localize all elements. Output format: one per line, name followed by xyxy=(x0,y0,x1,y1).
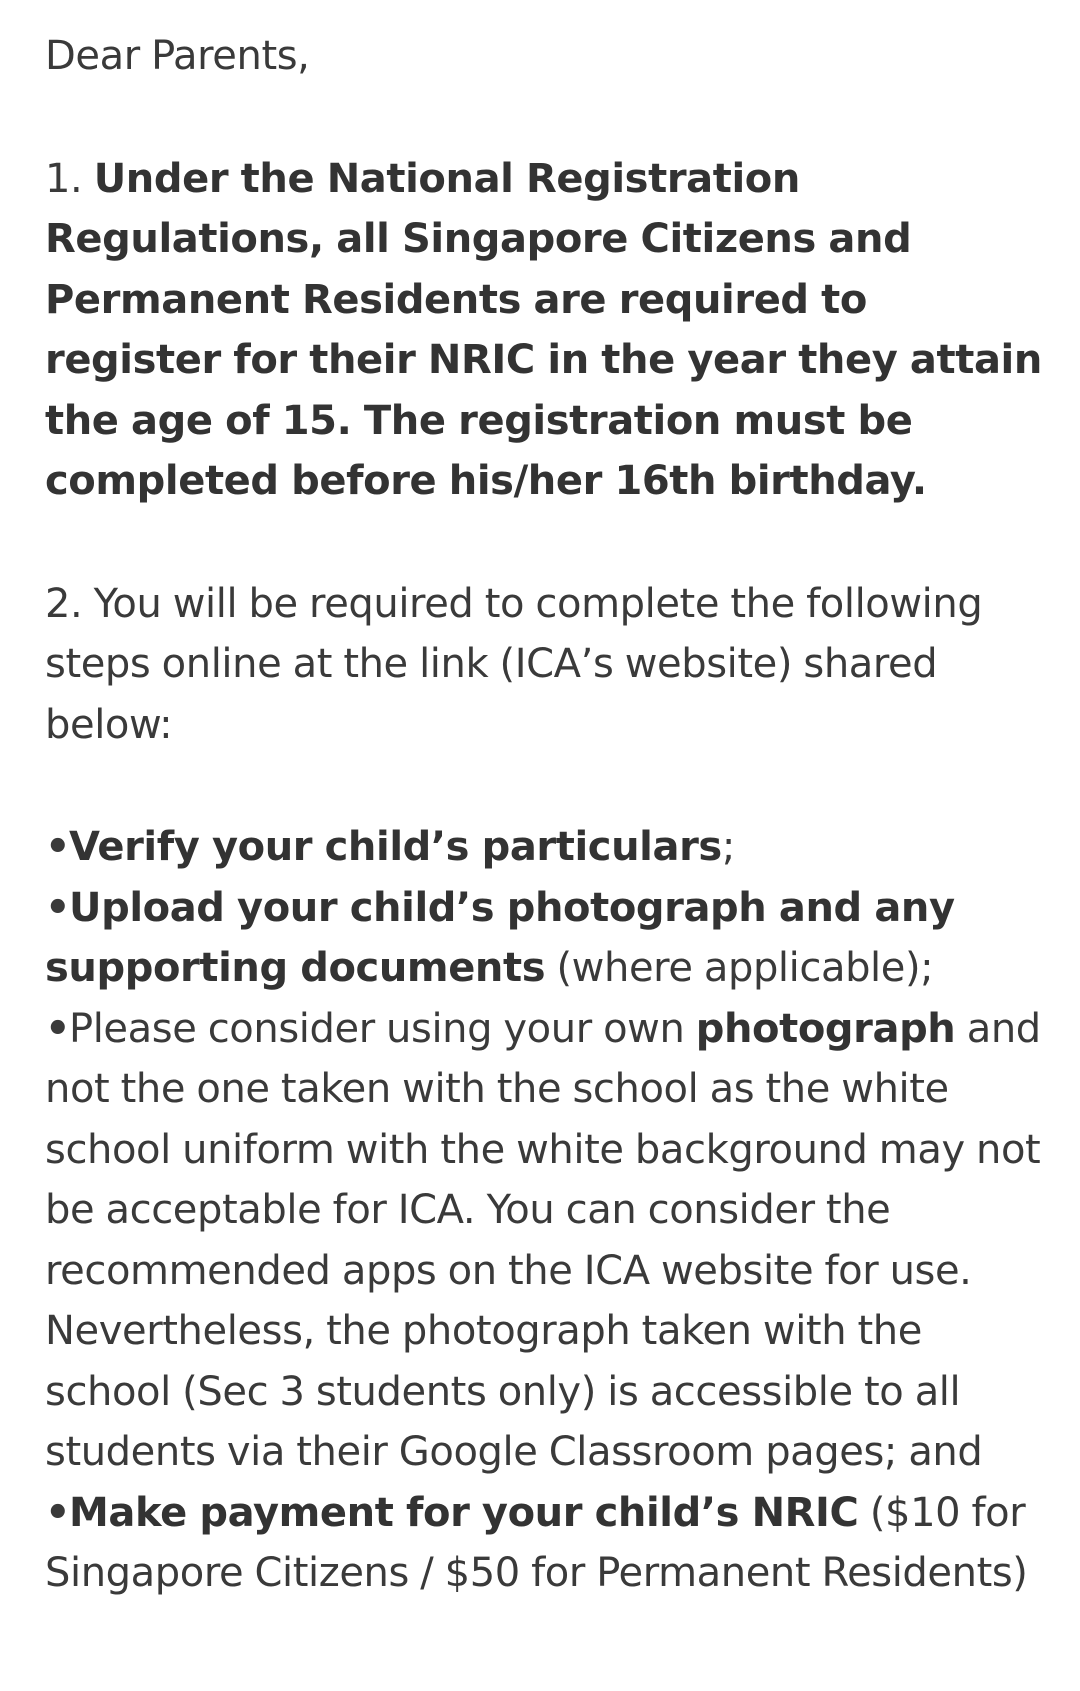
list-item-verify xyxy=(45,817,1055,878)
list-item-rest: (where applicable); xyxy=(545,945,934,991)
paragraph-1-text: Under the National Registration Regulations, all Singapore Citizens and Permanent Residents are required to register for their NRIC in the year they attain the age of 15. The registration must be completed before his/her 16th birthday. xyxy=(45,155,1042,504)
bullet-marker: • xyxy=(45,1489,71,1536)
list-item-bold: photograph xyxy=(695,1005,956,1052)
notice-document xyxy=(45,26,1055,1604)
greeting: Dear Parents, xyxy=(45,33,310,79)
list-item-payment xyxy=(45,1483,1055,1604)
list-item-rest: ; xyxy=(721,824,735,870)
bullet-marker: • xyxy=(45,1005,71,1052)
list-item-bold: Verify your child’s particulars xyxy=(69,824,722,870)
list-item-photograph-note xyxy=(45,999,1055,1483)
list-item-bold: Upload your child’s photograph and any supporting documents xyxy=(45,884,955,991)
bullet-marker: • xyxy=(45,884,71,931)
list-item-pre: Please consider using your own xyxy=(69,1005,696,1052)
list-item-rest: ($10 for Singapore Citizens / $50 for Permanent Residents) xyxy=(45,1489,1028,1596)
list-item-upload xyxy=(45,878,1055,999)
paragraph-2: 2. You will be required to complete the following steps online at the link (ICA’s website) shared below: xyxy=(45,580,983,748)
steps-list xyxy=(45,817,1055,1604)
bullet-marker: • xyxy=(45,824,71,870)
list-item-rest: and not the one taken with the school as the white school uniform with the white background may not be acceptable for ICA. You can consider the recommended apps on the ICA website for use. Nevertheless, the photograph taken with the school (Sec 3 students only) is accessible to all students via their Google Classroom pages; and xyxy=(45,1005,1041,1475)
paragraph-1-number: 1. xyxy=(45,155,83,202)
list-item-bold: Make payment for your child’s NRIC xyxy=(69,1489,859,1536)
paragraph-1 xyxy=(45,149,1055,512)
